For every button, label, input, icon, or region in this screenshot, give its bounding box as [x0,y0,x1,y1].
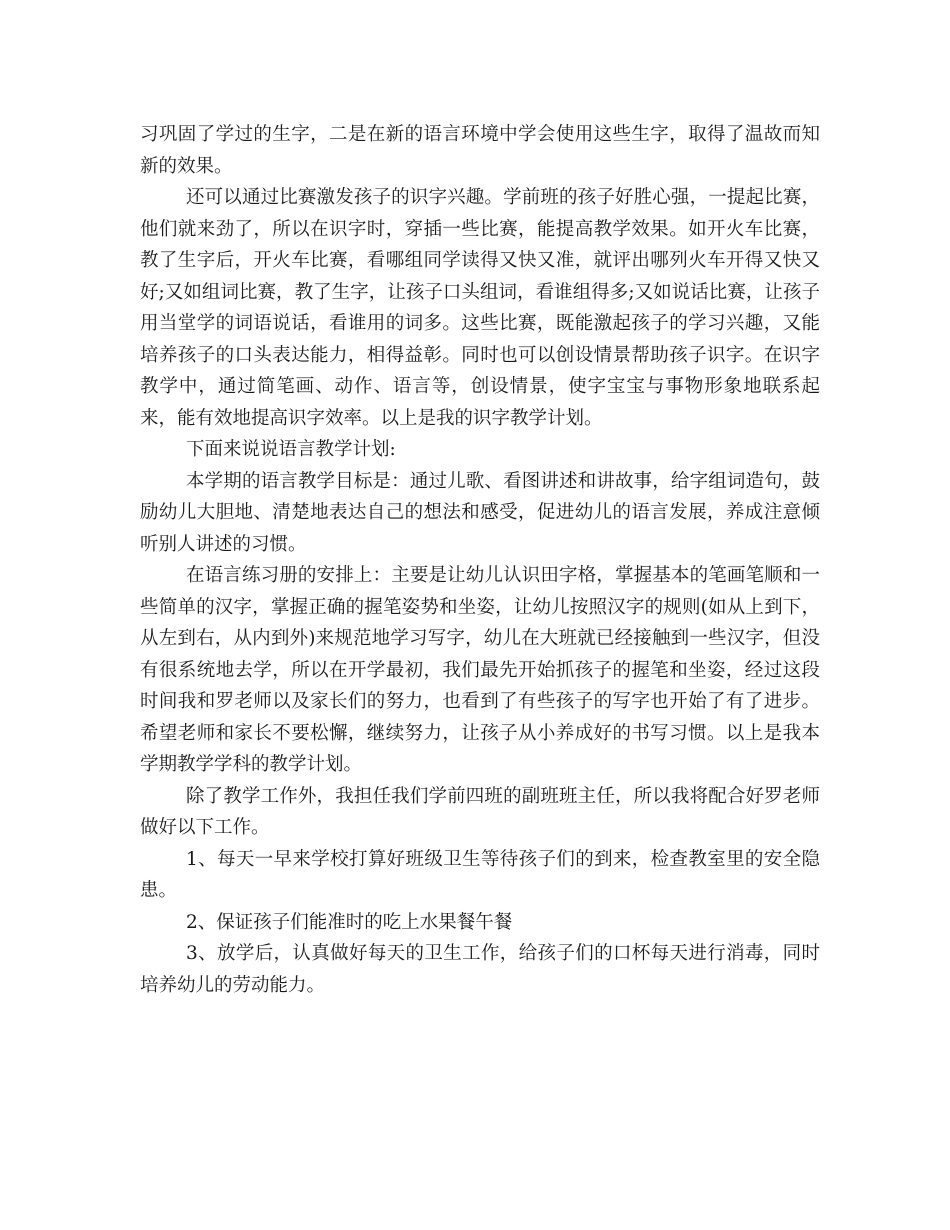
list-item-1: 1、每天一早来学校打算好班级卫生等待孩子们的到来，检查教室里的安全隐患。 [140,848,820,901]
paragraph-6: 除了教学工作外，我担任我们学前四班的副班班主任，所以我将配合好罗老师做好以下工作。 [140,785,820,838]
document-body [140,119,820,1001]
paragraph-4: 本学期的语言教学目标是：通过儿歌、看图讲述和讲故事，给字组词造句，鼓励幼儿大胆地、清楚地表达自己的想法和感受，促进幼儿的语言发展，养成注意倾听别人讲述的习惯。 [140,470,820,555]
paragraph-2: 还可以通过比赛激发孩子的识字兴趣。学前班的孩子好胜心强，一提起比赛，他们就来劲了，所以在识字时，穿插一些比赛，能提高教学效果。如开火车比赛，教了生字后，开火车比赛，看哪组同学读得又快又准，就评出哪列火车开得又快又好;又如组词比赛，教了生字，让孩子口头组词，看谁组得多;又如说话比赛，让孩子用当堂学的词语说话，看谁用的词多。这些比赛，既能激起孩子的学习兴趣，又能培养孩子的口头表达能力，相得益彰。同时也可以创设情景帮助孩子识字。在识字教学中，通过简笔画、动作、语言等，创设情景，使字宝宝与事物形象地联系起来，能有效地提高识字效率。以上是我的识字教学计划。 [140,187,820,429]
list-item-3: 3、放学后，认真做好每天的卫生工作，给孩子们的口杯每天进行消毒，同时培养幼儿的劳动能力。 [140,943,820,996]
paragraph-3: 下面来说说语言教学计划: [186,439,396,460]
list-item-2: 2、保证孩子们能准时的吃上水果餐午餐 [186,911,513,933]
paragraph-1: 习巩固了学过的生字，二是在新的语言环境中学会使用这些生字，取得了温故而知新的效果。 [140,124,820,177]
paragraph-5: 在语言练习册的安排上：主要是让幼儿认识田字格，掌握基本的笔画笔顺和一些简单的汉字，掌握正确的握笔姿势和坐姿，让幼儿按照汉字的规则(如从上到下，从左到右，从内到外)来规范地学习写字，幼儿在大班就已经接触到一些汉字，但没有很系统地去学，所以在开学最初，我们最先开始抓孩子的握笔和坐姿，经过这段时间我和罗老师以及家长们的努力，也看到了有些孩子的写字也开始了有了进步。希望老师和家长不要松懈，继续努力，让孩子从小养成好的书写习惯。以上是我本学期教学学科的教学计划。 [140,565,820,775]
